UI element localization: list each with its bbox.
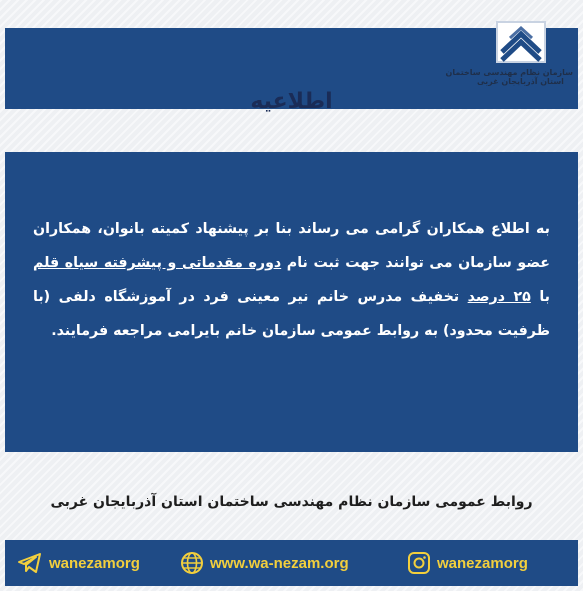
telegram-handle: wanezamorg (49, 554, 140, 572)
logo-text-line2: استان آذربایجان غربی (477, 77, 564, 86)
telegram-contact[interactable] (17, 550, 140, 576)
notice-course: دوره مقدماتی و پیشرفته سیاه قلم (33, 255, 282, 271)
instagram-handle: wanezamorg (437, 554, 528, 572)
contact-bar (5, 540, 578, 586)
notice-discount: ۲۵ درصد (467, 289, 531, 305)
website-url: www.wa-nezam.org (210, 554, 349, 572)
instagram-icon (407, 551, 431, 575)
instagram-contact[interactable] (407, 550, 528, 576)
website-contact[interactable] (180, 550, 349, 576)
notice-part2: با (530, 289, 550, 305)
notice-text (33, 212, 550, 348)
page-title: اطلاعیه (250, 89, 333, 114)
globe-icon (180, 551, 204, 575)
notice-part3: تخفیف مدرس خانم نیر معینی فرد در آموزشگاه دلفی (با ظرفیت محدود) به روابط عمومی سازمان خانم بایرامی مراجعه فرمایند. (33, 289, 550, 339)
notice-box (5, 152, 578, 452)
telegram-icon (17, 551, 43, 575)
footer-organization: روابط عمومی سازمان نظام مهندسی ساختمان استان آذربایجان غربی (50, 494, 533, 510)
logo-text-line1: سازمان نظام مهندسی ساختمان (445, 68, 573, 77)
org-logo-icon (492, 18, 550, 68)
notice-part1: به اطلاع همکاران گرامی می رساند بنا بر پیشنهاد کمیته بانوان، همکاران عضو سازمان می توانند جهت ثبت نام (33, 221, 550, 271)
